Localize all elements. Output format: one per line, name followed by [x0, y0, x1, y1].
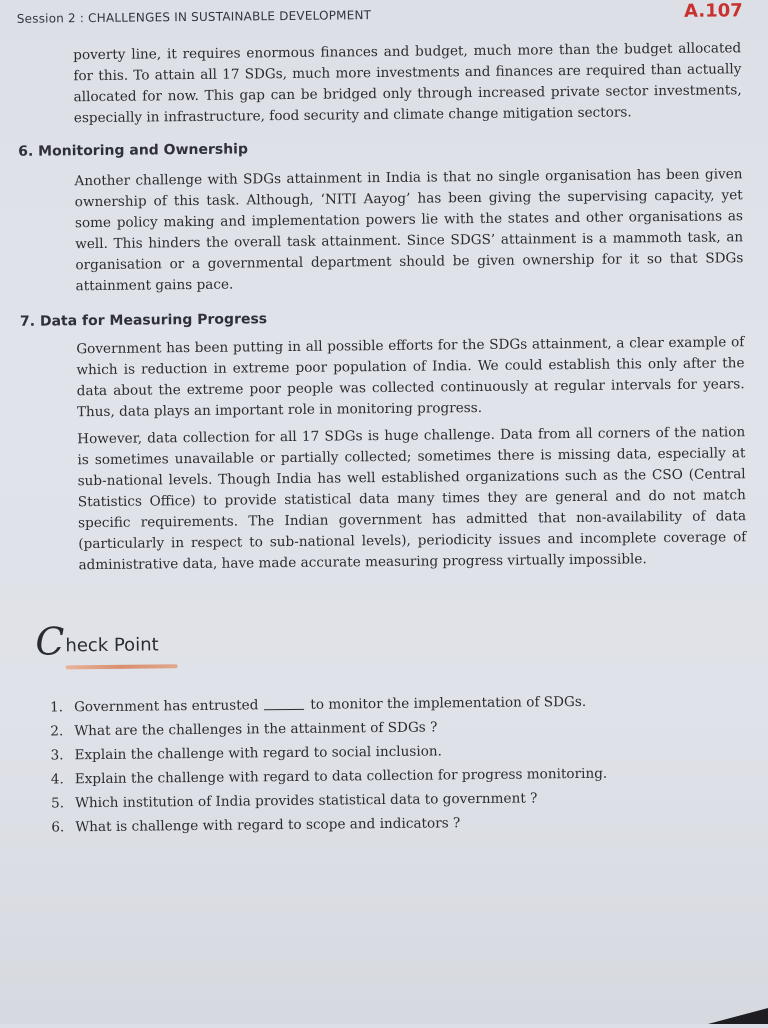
page-corner-shadow	[708, 1008, 768, 1024]
checkpoint-initial: C	[35, 619, 65, 664]
question-text: Which institution of India provides statistical data to government ?	[74, 790, 538, 812]
fill-in-blank	[264, 701, 304, 710]
question-text: Explain the challenge with regard to social inclusion.	[74, 743, 443, 764]
question-number: 1.	[49, 699, 64, 716]
question-number: 6.	[51, 819, 65, 836]
question-text-after-blank: to monitor the implementation of SDGs.	[310, 693, 587, 713]
question-item	[51, 809, 651, 839]
question-number: 3.	[50, 747, 64, 764]
question-text: What is challenge with regard to scope and indicators ?	[75, 815, 461, 836]
page-number: A.107	[683, 0, 743, 22]
question-text-before-blank: Government has entrusted	[73, 697, 259, 716]
page-header	[15, 0, 745, 32]
data-heading: 7. Data for Measuring Progress	[19, 311, 268, 330]
data-paragraph-1: Government has been putting in all possible efforts for the SDGs attainment, a clear example of which is reduction in extreme poor population of India. We could establish this only after the data about the extreme poor people was collected continuously at regular intervals for years. Thus, data plays an important role in monitoring progress.	[76, 334, 745, 421]
data-paragraph-2: However, data collection for all 17 SDGs is huge challenge. Data from all corners of the nation is sometimes unavailable or partially collected; sometimes there is missing data, especially at sub-national levels. Though India has well established organizations such as the CSO (Central Statistics Office) to provide statistical data many times they are general and do not match specific requirements. The Indian government has admitted that non-availability of data (particularly in respect to sub-national levels), periodicity issues and incomplete coverage of administrative data, have made accurate measuring progress virtually impossible.	[77, 424, 747, 574]
question-number: 5.	[50, 795, 65, 812]
monitoring-heading: 6. Monitoring and Ownership	[18, 141, 249, 160]
checkpoint-questions	[50, 689, 651, 839]
question-number: 2.	[50, 723, 64, 740]
checkpoint-underline	[66, 664, 178, 669]
intro-paragraph: poverty line, it requires enormous finances and budget, much more than the budget allocated for this. To attain all 17 SDGs, much more investments and finances are required than actually allocated for now. This gap can be bridged only through increased private sector investments, especially in infrastructure, food security and climate change mitigation sectors.	[73, 40, 742, 127]
session-title: Session 2 : CHALLENGES IN SUSTAINABLE DEVELOPMENT	[16, 8, 372, 26]
question-text: Explain the challenge with regard to data collection for progress monitoring.	[74, 765, 608, 788]
checkpoint-title-text: heck Point	[65, 634, 159, 657]
question-number: 4.	[50, 771, 64, 788]
monitoring-paragraph: Another challenge with SDGs attainment in India is that no single organisation has been given ownership of this task. Although, ‘NITI Aayog’ has been giving the supervising capacity, yet some policy making and implementation powers lie with the states and other organisations as well. This hinders the overall task attainment. Since SDGS’ attainment is a mammoth task, an organisation or a governmental department should be given ownership for it so that SDGs attainment gains pace.	[74, 166, 744, 295]
question-text: What are the challenges in the attainment of SDGs ?	[74, 719, 438, 740]
checkpoint-title	[35, 619, 195, 672]
